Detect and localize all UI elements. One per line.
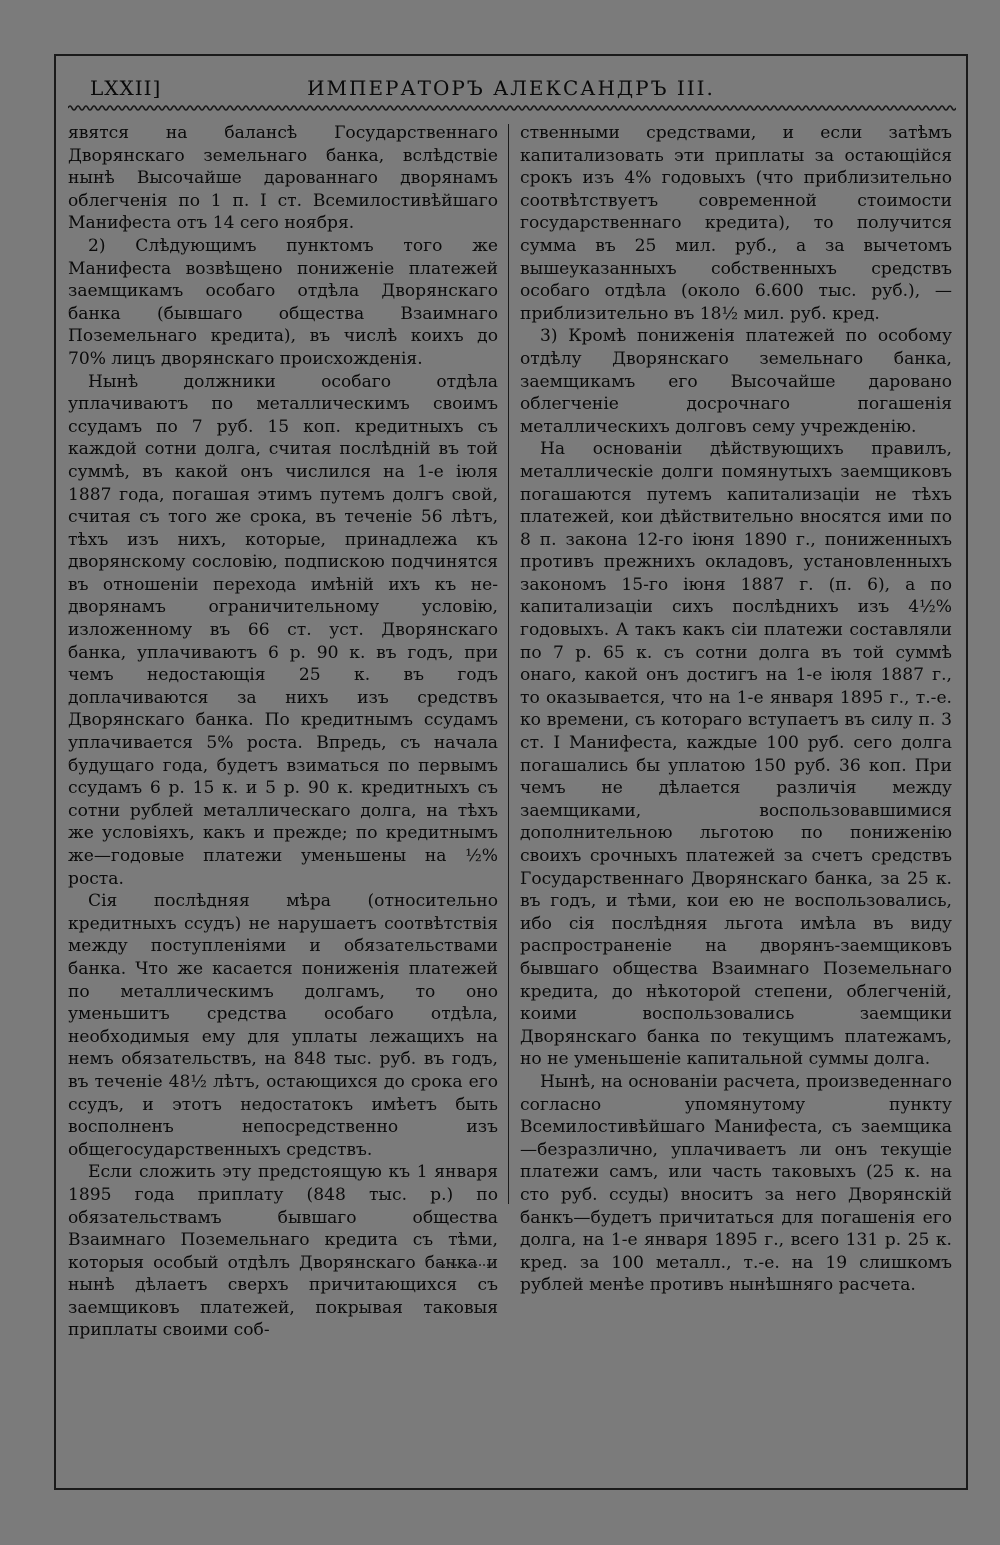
paragraph: Нынѣ должники особаго отдѣла уплачиваютъ по металлическимъ своимъ ссудамъ по 7 руб. 15 коп. кредитныхъ съ каждой сотни долга, считая послѣдній въ той суммѣ, въ какой онъ числился на 1-е іюля 1887 года, погашая этимъ путемъ долгъ свой, считая съ того же срока, въ теченіе 56 лѣтъ, тѣхъ изъ нихъ, которые, принадлежа къ дворянскому сословію, подпискою подчинятся въ отношеніи перехода имѣній ихъ къ не-дворянамъ ограничительному условію, изложенному въ 66 ст. уст. Дворянскаго банка, уплачиваютъ 6 р. 90 к. въ годъ, при чемъ недостающія 25 к. въ годъ доплачиваются за нихъ изъ средствъ Дворянскаго банка. По кредитнымъ ссудамъ уплачивается 5% роста. Впредь, съ начала будущаго года, будетъ взиматься по первымъ ссудамъ 6 р. 15 к. и 5 р. 90 к. кредитныхъ съ сотни рублей металлическаго долга, на тѣхъ же условіяхъ, какъ и прежде; по кредитнымъ же—годовые платежи уменьшены на ½% роста. — [68, 371, 498, 889]
paragraph: 3) Кромѣ пониженія платежей по особому отдѣлу Дворянскаго земельнаго банка, заемщикамъ его Высочайше даровано облегченіе досрочнаго погашенія металлическихъ долговъ сему учрежденію. — [520, 326, 952, 437]
right-column — [520, 122, 952, 1297]
paragraph: Нынѣ, на основаніи расчета, произведеннаго согласно упомянутому пункту Всемилостивѣйшаго Манифеста, съ заемщика—безразлично, уплачиваетъ ли онъ текущіе платежи самъ, или часть таковыхъ (25 к. на сто руб. ссуды) вноситъ за него Дворянскій банкъ—будетъ причитаться для погашенія его долга, на 1-е января 1895 г., всего 131 р. 25 к. кред. за 100 металл., т.-е. на 19 слишкомъ рублей менѣе противъ нынѣшняго расчета. — [520, 1071, 952, 1296]
column-divider — [508, 124, 509, 1204]
left-column — [68, 122, 498, 1342]
paragraph: На основаніи дѣйствующихъ правилъ, металлическіе долги помянутыхъ заемщиковъ погашаются путемъ капитализаціи не тѣхъ платежей, кои дѣйствительно вносятся ими по 8 п. закона 12-го іюня 1890 г., пониженныхъ противъ прежнихъ окладовъ, установленныхъ закономъ 15-го іюня 1887 г. (п. 6), а по капитализаціи сихъ послѣднихъ изъ 4½% годовыхъ. А такъ какъ сіи платежи составляли по 7 р. 65 к. съ сотни долга въ той суммѣ онаго, какой онъ достигъ на 1-е іюля 1887 г., то оказывается, что на 1-е января 1895 г., т.-е. ко времени, съ котораго вступаетъ въ силу п. 3 ст. I Манифеста, каждые 100 руб. сего долга погашались бы уплатою 150 руб. 36 коп. При чемъ не дѣлается различія между заемщиками, воспользовавшимися дополнительною льготою по пониженію своихъ срочныхъ платежей за счетъ средствъ Государственнаго Дворянскаго банка, за 25 к. въ годъ, и тѣми, кои ею не воспользовались, ибо сія послѣдняя льгота имѣла въ виду распространеніе на дворянъ-заемщиковъ бывшаго общества Взаимнаго Поземельнаго кредита, до нѣкоторой степени, облегченій, коими воспользовались заемщики Дворянскаго банка по текущимъ платежамъ, но не уменьшеніе капитальной суммы долга. — [520, 439, 952, 1070]
page-number: LXXII] — [90, 76, 162, 100]
page-header — [56, 74, 966, 106]
paragraph: явятся на балансѣ Государственнаго Дворянскаго земельнаго банка, вслѣдствіе нынѣ Высочайше дарованнаго дворянамъ облегченія по 1 п. I ст. Всемилостивѣйшаго Манифеста отъ 14 сего ноября. — [68, 123, 498, 234]
paragraph: 2) Слѣдующимъ пунктомъ того же Манифеста возвѣщено пониженіе платежей заемщикамъ особаго отдѣла Дворянскаго банка (бывшаго общества Взаимнаго Поземельнаго кредита), въ числѣ коихъ до 70% лицъ дворянскаго происхожденія. — [68, 235, 498, 369]
running-title: ИМПЕРАТОРЪ АЛЕКСАНДРЪ III. — [307, 76, 715, 100]
page-frame — [54, 54, 968, 1490]
print-smudge — [436, 1264, 496, 1268]
paragraph: ственными средствами, и если затѣмъ капитализовать эти приплаты за остающійся срокъ изъ 4% годовыхъ (что приблизительно соотвѣтствуетъ современной стоимости государственнаго кредита), то получится сумма въ 25 мил. руб., а за вычетомъ вышеуказанныхъ собственныхъ средствъ особаго отдѣла (около 6.600 тыс. руб.), — приблизительно въ 18½ мил. руб. кред. — [520, 123, 952, 324]
paragraph: Сія послѣдняя мѣра (относительно кредитныхъ ссудъ) не нарушаетъ соотвѣтствія между поступленіями и обязательствами банка. Что же касается пониженія платежей по металлическимъ долгамъ, то оно уменьшитъ средства особаго отдѣла, необходимыя ему для уплаты лежащихъ на немъ обязательствъ, на 848 тыс. руб. въ годъ, въ теченіе 48½ лѣтъ, остающихся до срока его ссудъ, и этотъ недостатокъ имѣетъ быть восполненъ непосредственно изъ общегосударственныхъ средствъ. — [68, 891, 498, 1160]
paragraph: Если сложить эту предстоящую къ 1 января 1895 года приплату (848 тыс. р.) по обязательствамъ бывшаго общества Взаимнаго Поземельнаго кредита съ тѣми, которыя особый отдѣлъ Дворянскаго банка и нынѣ дѣлаетъ сверхъ причитающихся съ заемщиковъ платежей, покрывая таковыя приплаты своими соб- — [68, 1162, 498, 1341]
wavy-rule-divider — [68, 103, 956, 113]
